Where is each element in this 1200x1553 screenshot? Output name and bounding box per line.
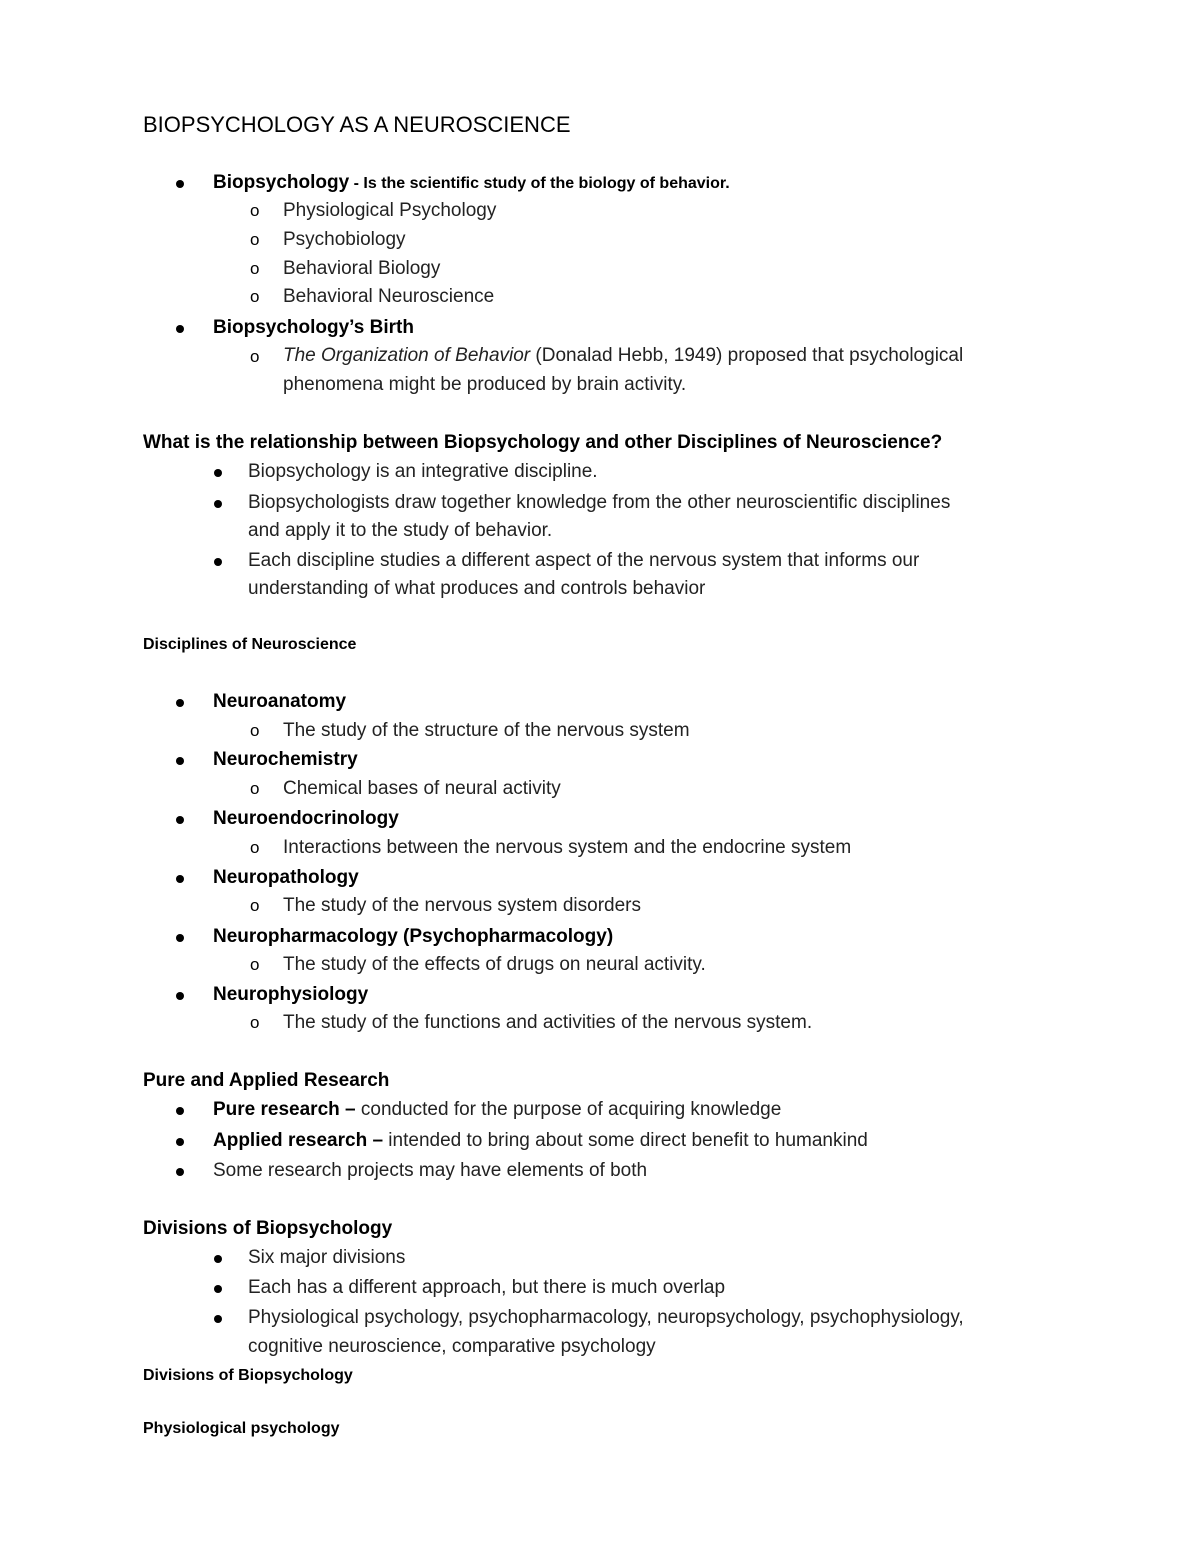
circle-bullet-icon: o — [250, 838, 260, 857]
bullet-icon — [176, 757, 184, 765]
research-item: Some research projects may have elements of both — [213, 1160, 648, 1181]
bullet-icon — [176, 934, 184, 942]
circle-bullet-icon: o — [250, 721, 260, 740]
list-item: Biopsychology is an integrative discipline. — [248, 461, 598, 482]
discipline-desc: Interactions between the nervous system and the endocrine system — [283, 837, 852, 858]
discipline-name: Neuropathology — [213, 867, 359, 888]
circle-bullet-icon: o — [250, 347, 260, 366]
bullet-icon — [214, 1315, 222, 1323]
intro-term: Biopsychology — [213, 172, 350, 193]
bullet-icon — [176, 1138, 184, 1146]
sub-item: Physiological Psychology — [283, 200, 497, 221]
bullet-icon — [176, 180, 184, 188]
sub-item: Behavioral Neuroscience — [283, 286, 495, 307]
discipline-name: Neuroanatomy — [213, 691, 347, 712]
sub-item-hebb-line2: phenomena might be produced by brain activity. — [283, 374, 687, 395]
section-heading-divisions: Divisions of Biopsychology — [143, 1218, 393, 1239]
list-item: Each discipline studies a different aspect of the nervous system that informs our — [248, 550, 920, 571]
discipline-name: Neuropharmacology (Psychopharmacology) — [213, 926, 614, 947]
circle-bullet-icon: o — [250, 201, 260, 220]
bullet-icon — [214, 469, 222, 477]
section-heading-disciplines: Disciplines of Neuroscience — [143, 636, 357, 653]
bullet-icon — [176, 992, 184, 1000]
intro-item-biopsychology — [213, 171, 730, 196]
discipline-name: Neuroendocrinology — [213, 808, 399, 829]
research-item-pure: Pure research – conducted for the purpose of acquiring knowledge — [213, 1099, 782, 1120]
book-title: The Organization of Behavior — [283, 345, 531, 366]
intro-definition: - Is the scientific study of the biology of behavior. — [349, 175, 730, 192]
section-heading-physiological: Physiological psychology — [143, 1420, 340, 1437]
circle-bullet-icon: o — [250, 955, 260, 974]
circle-bullet-icon: o — [250, 896, 260, 915]
list-item-continued: and apply it to the study of behavior. — [248, 520, 553, 541]
bullet-icon — [176, 1107, 184, 1115]
page-title: BIOPSYCHOLOGY AS A NEUROSCIENCE — [143, 112, 571, 137]
section-heading-relationship: What is the relationship between Biopsychology and other Disciplines of Neuroscience? — [143, 432, 943, 453]
section-heading-divisions-2: Divisions of Biopsychology — [143, 1367, 353, 1384]
bullet-icon — [176, 325, 184, 333]
intro-term-birth: Biopsychology’s Birth — [213, 317, 414, 338]
discipline-name: Neurochemistry — [213, 749, 358, 770]
discipline-desc: The study of the functions and activities of the nervous system. — [283, 1012, 813, 1033]
list-item: Each has a different approach, but there is much overlap — [248, 1277, 726, 1298]
list-item-continued: cognitive neuroscience, comparative psychology — [248, 1336, 656, 1357]
bullet-icon — [176, 875, 184, 883]
sub-item-hebb-line1: The Organization of Behavior (Donalad Hebb, 1949) proposed that psychological — [283, 345, 964, 366]
discipline-desc: The study of the effects of drugs on neural activity. — [283, 954, 706, 975]
bullet-icon — [176, 699, 184, 707]
bullet-icon — [214, 1255, 222, 1263]
research-item-applied: Applied research – intended to bring about some direct benefit to humankind — [213, 1130, 868, 1151]
bullet-icon — [214, 1285, 222, 1293]
discipline-desc: The study of the nervous system disorders — [283, 895, 641, 916]
circle-bullet-icon: o — [250, 779, 260, 798]
discipline-desc: Chemical bases of neural activity — [283, 778, 561, 799]
bullet-icon — [214, 500, 222, 508]
circle-bullet-icon: o — [250, 1013, 260, 1032]
circle-bullet-icon: o — [250, 230, 260, 249]
sub-item: Psychobiology — [283, 229, 406, 250]
discipline-name: Neurophysiology — [213, 984, 369, 1005]
circle-bullet-icon: o — [250, 259, 260, 278]
section-heading-research: Pure and Applied Research — [143, 1070, 390, 1091]
bullet-icon — [176, 816, 184, 824]
circle-bullet-icon: o — [250, 287, 260, 306]
bullet-icon — [176, 1168, 184, 1176]
sub-item: Behavioral Biology — [283, 258, 441, 279]
discipline-desc: The study of the structure of the nervous system — [283, 720, 690, 741]
list-item: Physiological psychology, psychopharmacology, neuropsychology, psychophysiology, — [248, 1307, 964, 1328]
list-item: Biopsychologists draw together knowledge from the other neuroscientific disciplines — [248, 492, 951, 513]
list-item-continued: understanding of what produces and controls behavior — [248, 578, 706, 599]
list-item: Six major divisions — [248, 1247, 406, 1268]
bullet-icon — [214, 558, 222, 566]
